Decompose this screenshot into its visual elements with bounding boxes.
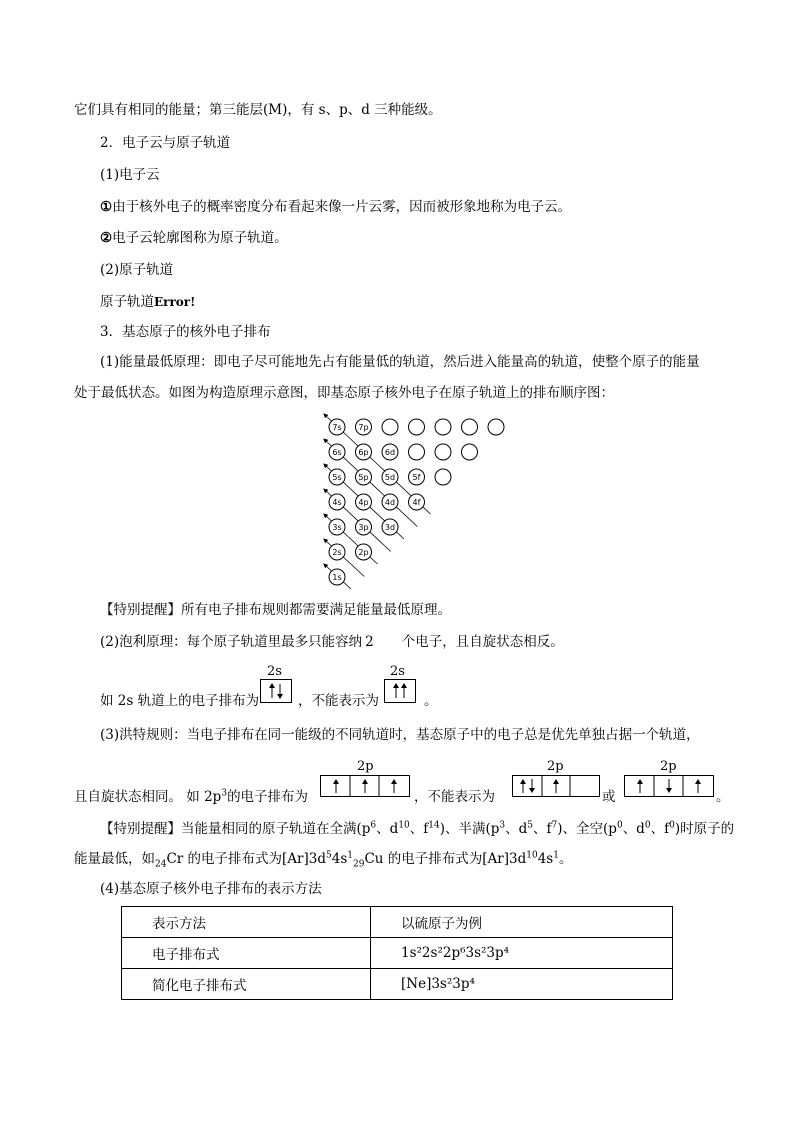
text-span: 。 [716,789,730,805]
superscript: 7 [551,820,558,831]
tip-line: 【特别提醒】所有电子排布规则都需要满足能量最低原理。 [100,602,451,618]
orbital-circle-label: 4f [412,498,421,507]
circled-marker: ② [100,230,113,246]
superscript: 0 [616,820,623,831]
orbital-circle-label: 7s [332,423,342,432]
orbital-circle-label: 2s [332,548,342,557]
orbital-box-2p-wrong-a [512,775,600,797]
text-line: 它们具有相同的能量；第三能层(M)，有 s、p、d 三种能级。 [74,102,442,118]
table-row [122,907,673,938]
text-span: (2)泡利原理：每个原子轨道里最多只能容纳 [100,634,363,650]
orbital-box-parallel [384,679,416,703]
orbital-label: 2p [660,759,677,774]
superscript: 0 [669,820,675,831]
orbital-circle [462,419,478,435]
orbital-label: 2s [390,664,405,679]
table-cell: [Ne]3s²3p⁴ [371,969,673,1000]
orbital-circle-label: 3p [358,523,369,532]
spin-arrows-icon [513,776,599,796]
text-span: 的电子排布为 [227,789,309,805]
table-cell: 电子排布式 [122,938,371,969]
orbital-circle [435,469,451,485]
text-span: 4s [537,851,554,867]
superscript: 5 [527,820,534,831]
orbital-circle [462,444,478,460]
table-header-cell: 以硫原子为例 [371,907,673,938]
text-span: )时原子的 [674,821,735,837]
text-span: Cr 的电子排布式为[Ar]3d [166,851,326,867]
superscript: 0 [644,820,651,831]
table-header-cell: 表示方法 [122,907,371,938]
spin-arrows-icon [261,680,291,702]
text-span: )、全空(p [557,821,617,837]
tip-line [100,820,734,838]
orbital-label: 2s [267,664,282,679]
table-row [122,969,673,1000]
orbital-circle-label: 4p [358,498,369,507]
text-line [74,850,572,868]
text-span: 。 [558,851,573,867]
orbital-label: 2p [357,759,374,774]
text-span: ，不能表示为 [414,789,495,805]
orbital-circle-label: 4d [384,498,396,507]
text-span: 、d [505,821,528,837]
superscript: 10 [398,820,410,831]
orbital-circle [435,444,451,460]
text-line: (3)洪特规则：当电子排布在同一能级的不同轨道时，基态原子中的电子总是优先单独占据一个轨道， [100,727,700,743]
orbital-circle-label: 5d [384,473,396,482]
text-line: 如 2s 轨道上的电子排布为 [100,693,260,709]
text-span: 原子轨道 [100,294,154,310]
text-span: 、f [409,821,429,837]
text-span: 。 [424,693,438,709]
orbital-box-2p-wrong-b [624,775,714,797]
superscript: 10 [526,850,538,861]
aufbau-diagram [300,410,560,590]
text-line [100,229,288,247]
orbital-circle-label: 5p [358,473,369,482]
orbital-circle [488,419,504,435]
text-line: (2)原子轨道 [100,262,174,278]
orbital-circle-label: 6d [384,448,396,457]
section-heading: 2．电子云与原子轨道 [100,135,231,151]
orbital-circle-label: 6p [358,448,369,457]
text-line: (1)能量最低原理：即电子尽可能地先占有能量低的轨道，然后进入能量高的轨道，使整个原子的能量 [100,354,700,370]
notation-table [121,906,673,1000]
orbital-box-2p-correct [320,775,410,797]
text-line [100,198,571,216]
text-span: 、f [650,821,670,837]
orbital-circle-label: 5s [332,473,342,482]
text-line: (4)基态原子核外电子排布的表示方法 [100,881,322,897]
spin-arrows-icon [385,680,415,702]
orbital-circle-label: 3s [332,523,342,532]
table-row [122,938,673,969]
superscript: 5 [326,850,332,861]
subscript: 29 [353,859,365,870]
text-span: 2 [365,634,374,650]
table-cell: 1s²2s²2p⁶3s²3p⁴ [371,938,673,969]
text-span: 【特别提醒】当能量相同的原子轨道在全满(p [100,821,371,837]
orbital-box-paired [260,679,292,703]
text-line: 处于最低状态。如图为构造原理示意图，即基态原子核外电子在原子轨道上的排布顺序图： [74,385,614,401]
orbital-circle [435,419,451,435]
section-heading: 3．基态原子的核外电子排布 [100,324,271,340]
orbital-circle-label: 3d [384,523,396,532]
text-span: Cu 的电子排布式为[Ar]3d [364,851,527,867]
orbital-circle-label: 1s [332,573,342,582]
superscript: 3 [499,820,506,831]
text-line [74,788,308,806]
text-span: 由于核外电子的概率密度分布看起来像一片云雾，因而被形象地称为电子云。 [112,199,572,215]
subscript: 24 [155,859,167,870]
text-span: 且自旋状态相同。 如 2p [74,789,222,805]
text-span: 、d [622,821,645,837]
orbital-circle-label: 5f [412,473,421,482]
superscript: 1 [553,850,559,861]
text-line [100,633,564,651]
orbital-circle [409,444,425,460]
orbital-circle-label: 4s [332,498,342,507]
text-span: 个电子，且自旋状态相反。 [401,634,564,650]
orbital-label: 2p [547,759,564,774]
text-line [100,293,195,311]
circled-marker: ① [100,199,113,215]
text-span: ，不能表示为 [298,693,379,709]
text-line: (1)电子云 [100,167,160,183]
text-span: 、f [533,821,552,837]
text-span: 电子云轮廓图称为原子轨道。 [112,230,288,246]
text-span: 4s [331,851,348,867]
superscript: 14 [428,820,440,831]
superscript: 6 [370,820,377,831]
superscript: 3 [221,788,228,799]
orbital-circle-label: 7p [358,423,369,432]
text-span: )、半满(p [439,821,500,837]
superscript: 1 [347,850,353,861]
orbital-circle-label: 2p [358,548,369,557]
text-span: 能量最低，如 [74,851,155,867]
spin-arrows-icon [321,776,409,796]
table-cell: 简化电子排布式 [122,969,371,1000]
text-span: 、d [376,821,399,837]
text-span: 或 [602,789,616,805]
orbital-circle-label: 6s [332,448,342,457]
orbital-circle [382,419,398,435]
error-text: Error! [154,295,196,309]
orbital-circle [409,419,425,435]
spin-arrows-icon [625,776,713,796]
